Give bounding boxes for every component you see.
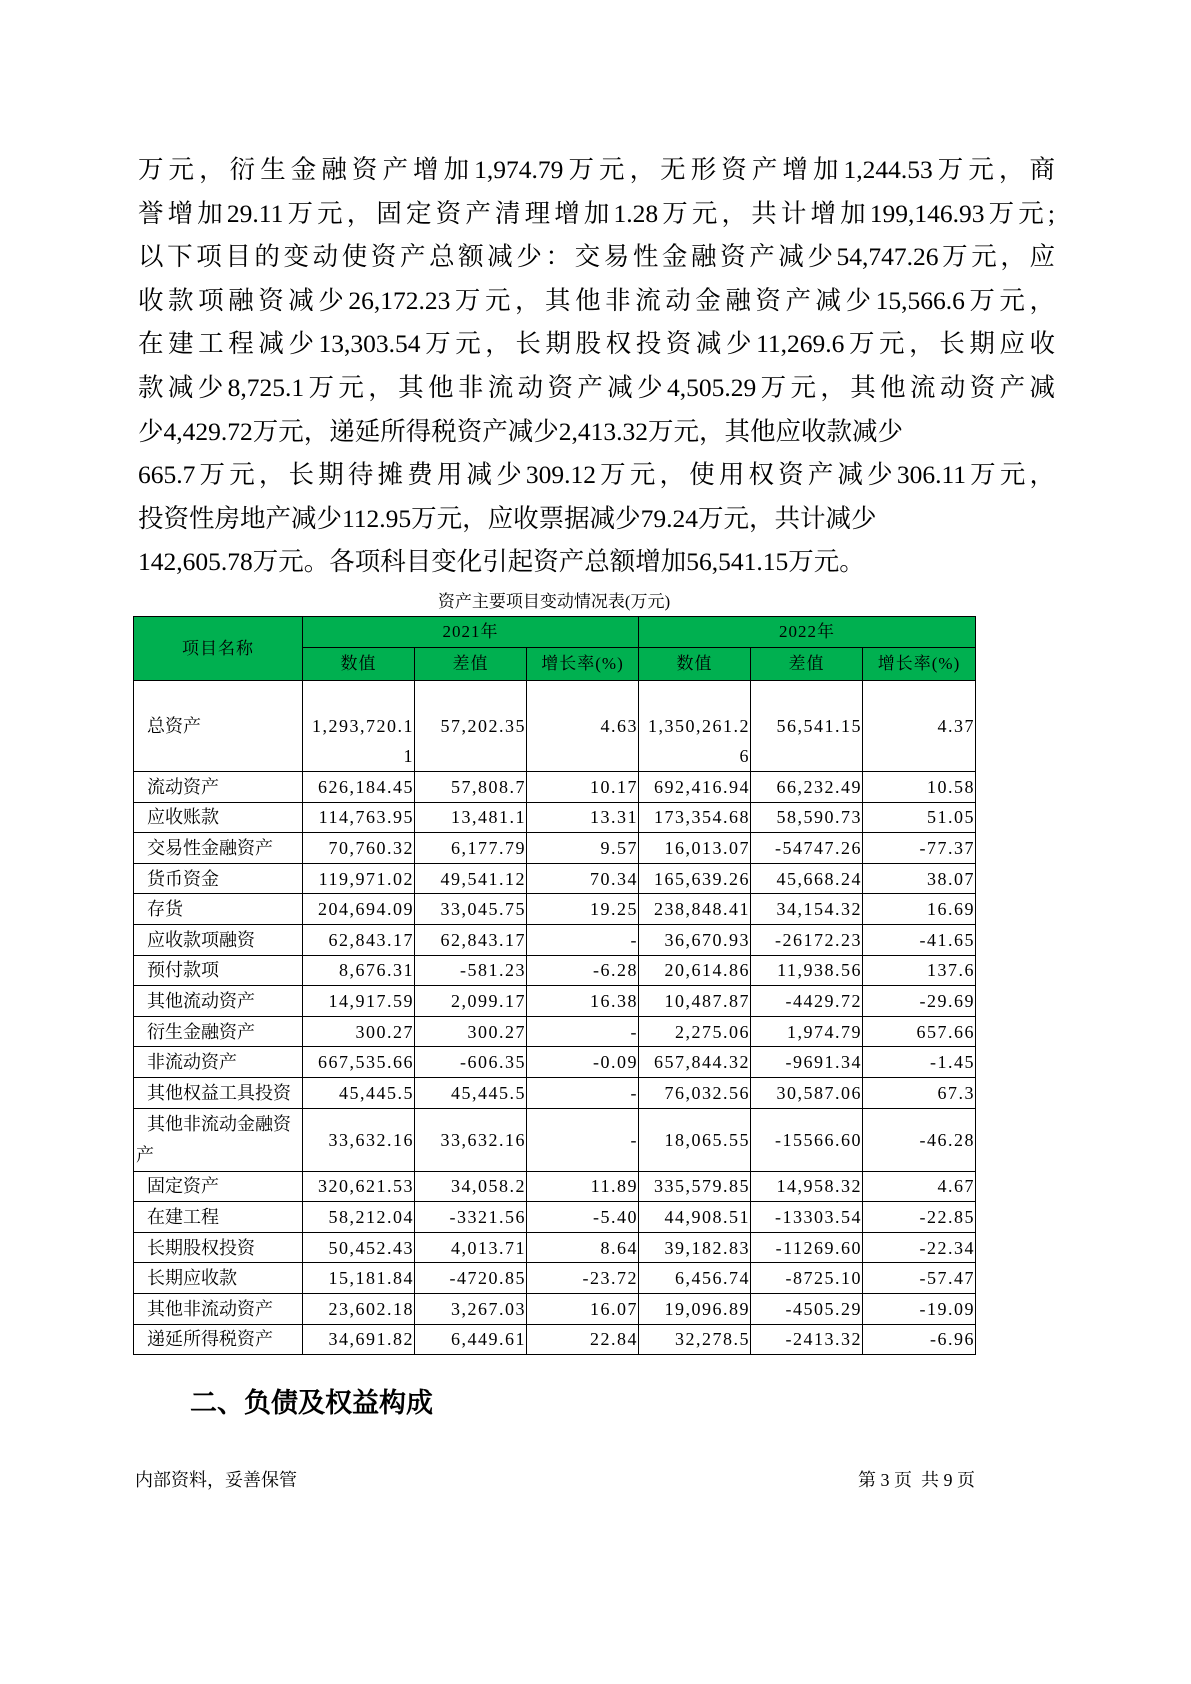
cell-number: 56,541.15 — [776, 716, 862, 736]
cell-number: 8.64 — [600, 1237, 638, 1258]
cell-number: -57.47 — [919, 1268, 975, 1289]
cell-number: 30,587.06 — [776, 1082, 862, 1103]
cell-number: 6,449.61 — [451, 1329, 526, 1350]
difference-cell — [751, 1263, 863, 1294]
row-label: 其他权益工具投资 — [134, 1077, 303, 1108]
cell-number: 204,694.09 — [318, 899, 414, 920]
cell-number: 4.37 — [937, 716, 975, 736]
table-row — [134, 955, 976, 986]
cell-number: 62,843.17 — [440, 929, 526, 950]
cell-number: -23.72 — [582, 1268, 638, 1289]
growth-rate-cell — [527, 1016, 639, 1047]
growth-rate-cell — [863, 986, 976, 1017]
cell-number: 34,154.32 — [776, 899, 862, 920]
cell-number: - — [630, 1021, 638, 1042]
table-row — [134, 1263, 976, 1294]
cell-number: 10.17 — [590, 776, 638, 797]
growth-rate-cell — [527, 986, 639, 1017]
body-line: 誉增加29.11万元，固定资产清理增加1.28万元，共计增加199,146.93万元; — [138, 198, 1055, 228]
cell-number: -22.34 — [919, 1237, 975, 1258]
cell-number: 45,445.5 — [451, 1082, 526, 1103]
cell-number: -29.69 — [919, 990, 975, 1011]
cell-number: -5.40 — [593, 1206, 638, 1227]
cell-number: -11269.60 — [775, 1237, 862, 1258]
header-year-2021: 2021年 — [303, 617, 639, 648]
cell-number: 1,974.79 — [787, 1021, 862, 1042]
growth-rate-cell — [527, 1324, 639, 1355]
cell-number: 6,177.79 — [451, 837, 526, 858]
cell-number: 57,202.35 — [440, 716, 526, 736]
difference-cell — [751, 986, 863, 1017]
growth-rate-cell — [527, 833, 639, 864]
cell-number: 45,668.24 — [776, 868, 862, 889]
growth-rate-cell — [863, 863, 976, 894]
header-value: 数值 — [303, 648, 415, 681]
value-cell — [639, 1016, 751, 1047]
cell-number: -77.37 — [919, 837, 975, 858]
growth-rate-cell — [863, 924, 976, 955]
value-cell — [303, 681, 415, 772]
cell-number: 70.34 — [590, 868, 638, 889]
growth-rate-cell — [863, 681, 976, 772]
section-heading: 二、负债及权益构成 — [190, 1388, 433, 1418]
body-line: 收款项融资减少26,172.23万元，其他非流动金融资产减少15,566.6万元， — [138, 285, 1055, 315]
footer-page-number: 第 3 页 共 9 页 — [858, 1470, 975, 1490]
body-line: 以下项目的变动使资产总额减少：交易性金融资产减少54,747.26万元，应 — [138, 242, 1055, 272]
table-header — [134, 617, 976, 681]
value-cell — [303, 1232, 415, 1263]
cell-number: -606.35 — [460, 1052, 526, 1073]
value-cell — [303, 1171, 415, 1202]
cell-number: 657.66 — [916, 1021, 975, 1042]
cell-number: 238,848.41 — [654, 899, 750, 920]
cell-number: 14,917.59 — [328, 990, 414, 1011]
cell-number: -2413.32 — [785, 1329, 862, 1350]
value-cell — [639, 863, 751, 894]
value-cell — [303, 955, 415, 986]
value-cell — [303, 1077, 415, 1108]
cell-number: 62,843.17 — [328, 929, 414, 950]
difference-cell — [751, 802, 863, 833]
cell-number: 1,293,720.11 — [312, 716, 414, 766]
cell-number: -3321.56 — [449, 1206, 526, 1227]
cell-number: 692,416.94 — [654, 776, 750, 797]
row-label: 递延所得税资产 — [134, 1324, 303, 1355]
difference-cell — [415, 1263, 527, 1294]
value-cell — [639, 1232, 751, 1263]
value-cell — [639, 924, 751, 955]
cell-number: -26172.23 — [775, 929, 862, 950]
row-label: 流动资产 — [134, 772, 303, 803]
value-cell — [303, 863, 415, 894]
row-label: 其他非流动资产 — [134, 1293, 303, 1324]
growth-rate-cell — [527, 1232, 639, 1263]
difference-cell — [751, 772, 863, 803]
growth-rate-cell — [863, 1016, 976, 1047]
cell-number: 66,232.49 — [776, 776, 862, 797]
cell-number: 51.05 — [927, 807, 975, 828]
growth-rate-cell — [527, 1108, 639, 1171]
difference-cell — [751, 1232, 863, 1263]
difference-cell — [751, 1171, 863, 1202]
cell-number: 33,632.16 — [440, 1129, 526, 1150]
cell-number: 8,676.31 — [339, 960, 414, 981]
cell-number: 6,456.74 — [675, 1268, 750, 1289]
cell-number: 16.07 — [590, 1298, 638, 1319]
row-label: 长期股权投资 — [134, 1232, 303, 1263]
cell-number: 10.58 — [927, 776, 975, 797]
difference-cell — [415, 833, 527, 864]
value-cell — [303, 1324, 415, 1355]
row-label: 非流动资产 — [134, 1047, 303, 1078]
cell-number: 1,350,261.26 — [648, 716, 750, 766]
cell-number: -22.85 — [919, 1206, 975, 1227]
table-row — [134, 863, 976, 894]
body-line: 万元，衍生金融资产增加1,974.79万元，无形资产增加1,244.53万元，商 — [138, 155, 1055, 184]
body-line: 665.7万元，长期待摊费用减少309.12万元，使用权资产减少306.11万元， — [138, 460, 1055, 490]
growth-rate-cell — [863, 955, 976, 986]
value-cell — [303, 894, 415, 925]
cell-number: 16.38 — [590, 990, 638, 1011]
asset-change-table — [133, 616, 976, 1355]
cell-number: -54747.26 — [775, 837, 862, 858]
difference-cell — [751, 1293, 863, 1324]
cell-number: 10,487.87 — [664, 990, 750, 1011]
value-cell — [639, 1202, 751, 1233]
growth-rate-cell — [527, 894, 639, 925]
value-cell — [303, 802, 415, 833]
header-item-name: 项目名称 — [134, 617, 303, 681]
value-cell — [303, 986, 415, 1017]
cell-number: 67.3 — [937, 1082, 975, 1103]
cell-number: - — [630, 1129, 638, 1150]
body-line: 在建工程减少13,303.54万元，长期股权投资减少11,269.6万元，长期应收 — [138, 329, 1055, 359]
cell-number: -0.09 — [593, 1052, 638, 1073]
cell-number: 70,760.32 — [328, 837, 414, 858]
cell-number: 626,184.45 — [318, 776, 414, 797]
table-row — [134, 833, 976, 864]
cell-number: -1.45 — [930, 1052, 975, 1073]
difference-cell — [415, 1016, 527, 1047]
cell-number: - — [630, 929, 638, 950]
value-cell — [303, 1047, 415, 1078]
growth-rate-cell — [527, 955, 639, 986]
cell-number: 4.63 — [600, 716, 638, 736]
difference-cell — [751, 1202, 863, 1233]
value-cell — [639, 681, 751, 772]
table-row — [134, 924, 976, 955]
cell-number: 57,808.7 — [451, 776, 526, 797]
row-label: 总资产 — [134, 681, 303, 772]
cell-number: 34,691.82 — [328, 1329, 414, 1350]
growth-rate-cell — [527, 681, 639, 772]
value-cell — [639, 1077, 751, 1108]
difference-cell — [415, 955, 527, 986]
row-label: 其他流动资产 — [134, 986, 303, 1017]
growth-rate-cell — [527, 1077, 639, 1108]
growth-rate-cell — [527, 802, 639, 833]
growth-rate-cell — [863, 1202, 976, 1233]
row-label: 货币资金 — [134, 863, 303, 894]
difference-cell — [415, 1108, 527, 1171]
cell-number: 19.25 — [590, 899, 638, 920]
cell-number: 2,275.06 — [675, 1021, 750, 1042]
cell-number: 11,938.56 — [777, 960, 862, 981]
cell-number: 2,099.17 — [451, 990, 526, 1011]
growth-rate-cell — [863, 1324, 976, 1355]
difference-cell — [751, 1047, 863, 1078]
growth-rate-cell — [863, 1047, 976, 1078]
growth-rate-cell — [527, 1293, 639, 1324]
cell-number: -46.28 — [919, 1129, 975, 1150]
growth-rate-cell — [863, 1171, 976, 1202]
cell-number: 33,632.16 — [328, 1129, 414, 1150]
difference-cell — [751, 681, 863, 772]
growth-rate-cell — [527, 1263, 639, 1294]
header-value: 数值 — [639, 648, 751, 681]
difference-cell — [751, 1016, 863, 1047]
value-cell — [303, 1016, 415, 1047]
difference-cell — [415, 1202, 527, 1233]
table-row — [134, 894, 976, 925]
cell-number: 49,541.12 — [440, 868, 526, 889]
value-cell — [639, 1108, 751, 1171]
cell-number: - — [630, 1082, 638, 1103]
difference-cell — [751, 955, 863, 986]
cell-number: 320,621.53 — [318, 1176, 414, 1197]
table-row — [134, 1171, 976, 1202]
cell-number: 38.07 — [927, 868, 975, 889]
cell-number: -6.28 — [593, 960, 638, 981]
row-label: 长期应收款 — [134, 1263, 303, 1294]
cell-number: -13303.54 — [775, 1206, 862, 1227]
cell-number: 9.57 — [600, 837, 638, 858]
cell-number: -9691.34 — [785, 1052, 862, 1073]
growth-rate-cell — [527, 1202, 639, 1233]
cell-number: 18,065.55 — [664, 1129, 750, 1150]
difference-cell — [751, 1077, 863, 1108]
growth-rate-cell — [863, 1232, 976, 1263]
cell-number: 58,212.04 — [328, 1206, 414, 1227]
cell-number: 50,452.43 — [328, 1237, 414, 1258]
cell-number: 667,535.66 — [318, 1052, 414, 1073]
cell-number: 4,013.71 — [451, 1237, 526, 1258]
row-label: 应收账款 — [134, 802, 303, 833]
value-cell — [303, 1108, 415, 1171]
value-cell — [639, 1324, 751, 1355]
growth-rate-cell — [863, 833, 976, 864]
row-label: 预付款项 — [134, 955, 303, 986]
header-difference: 差值 — [415, 648, 527, 681]
table-row — [134, 1077, 976, 1108]
difference-cell — [415, 772, 527, 803]
table-row — [134, 1232, 976, 1263]
cell-number: -581.23 — [460, 960, 526, 981]
cell-number: 39,182.83 — [664, 1237, 750, 1258]
row-label: 存货 — [134, 894, 303, 925]
cell-number: 16.69 — [927, 899, 975, 920]
cell-number: -4505.29 — [785, 1298, 862, 1319]
cell-number: 34,058.2 — [451, 1176, 526, 1197]
cell-number: 14,958.32 — [776, 1176, 862, 1197]
cell-number: 44,908.51 — [664, 1206, 750, 1227]
value-cell — [639, 894, 751, 925]
header-difference: 差值 — [751, 648, 863, 681]
cell-number: 335,579.85 — [654, 1176, 750, 1197]
table-caption: 资产主要项目变动情况表(万元) — [437, 592, 671, 611]
value-cell — [303, 924, 415, 955]
growth-rate-cell — [863, 772, 976, 803]
difference-cell — [751, 863, 863, 894]
cell-number: 165,639.26 — [654, 868, 750, 889]
growth-rate-cell — [527, 863, 639, 894]
cell-number: 173,354.68 — [654, 807, 750, 828]
header-row-years — [134, 617, 976, 648]
table-row — [134, 802, 976, 833]
difference-cell — [415, 802, 527, 833]
difference-cell — [751, 1324, 863, 1355]
cell-number: 300.27 — [355, 1021, 414, 1042]
body-line: 投资性房地产减少112.95万元，应收票据减少79.24万元，共计减少 — [138, 503, 877, 533]
value-cell — [303, 833, 415, 864]
cell-number: 23,602.18 — [328, 1298, 414, 1319]
table-row — [134, 1293, 976, 1324]
difference-cell — [415, 1047, 527, 1078]
cell-number: -8725.10 — [785, 1268, 862, 1289]
cell-number: -4720.85 — [449, 1268, 526, 1289]
cell-number: -4429.72 — [785, 990, 862, 1011]
value-cell — [303, 772, 415, 803]
difference-cell — [415, 1232, 527, 1263]
value-cell — [639, 955, 751, 986]
growth-rate-cell — [863, 894, 976, 925]
growth-rate-cell — [527, 1047, 639, 1078]
difference-cell — [415, 1324, 527, 1355]
value-cell — [303, 1202, 415, 1233]
cell-number: 22.84 — [590, 1329, 638, 1350]
value-cell — [639, 1263, 751, 1294]
difference-cell — [415, 924, 527, 955]
value-cell — [639, 986, 751, 1017]
table-body — [134, 681, 976, 1355]
difference-cell — [415, 681, 527, 772]
cell-number: 36,670.93 — [664, 929, 750, 950]
table-row — [134, 772, 976, 803]
growth-rate-cell — [527, 924, 639, 955]
row-label: 在建工程 — [134, 1202, 303, 1233]
cell-number: 32,278.5 — [675, 1329, 750, 1350]
value-cell — [303, 1263, 415, 1294]
header-growth-rate: 增长率(%) — [863, 648, 976, 681]
difference-cell — [415, 863, 527, 894]
cell-number: 45,445.5 — [339, 1082, 414, 1103]
row-label: 衍生金融资产 — [134, 1016, 303, 1047]
cell-number: 13,481.1 — [451, 807, 526, 828]
cell-number: -6.96 — [930, 1329, 975, 1350]
value-cell — [639, 772, 751, 803]
difference-cell — [751, 894, 863, 925]
value-cell — [639, 1293, 751, 1324]
difference-cell — [415, 1171, 527, 1202]
table-row — [134, 681, 976, 772]
cell-number: 300.27 — [467, 1021, 526, 1042]
value-cell — [303, 1293, 415, 1324]
cell-number: 33,045.75 — [440, 899, 526, 920]
value-cell — [639, 1047, 751, 1078]
growth-rate-cell — [527, 1171, 639, 1202]
table-row — [134, 986, 976, 1017]
difference-cell — [751, 924, 863, 955]
cell-number: 58,590.73 — [776, 807, 862, 828]
body-line: 少4,429.72万元，递延所得税资产减少2,413.32万元，其他应收款减少 — [138, 416, 904, 446]
cell-number: 114,763.95 — [318, 807, 414, 828]
growth-rate-cell — [863, 1077, 976, 1108]
cell-number: 137.6 — [927, 960, 975, 981]
cell-number: 15,181.84 — [328, 1268, 414, 1289]
difference-cell — [751, 1108, 863, 1171]
difference-cell — [415, 894, 527, 925]
difference-cell — [415, 1293, 527, 1324]
growth-rate-cell — [863, 1263, 976, 1294]
body-paragraph — [138, 148, 1055, 584]
cell-number: 20,614.86 — [664, 960, 750, 981]
cell-number: -41.65 — [919, 929, 975, 950]
growth-rate-cell — [863, 802, 976, 833]
row-label: 固定资产 — [134, 1171, 303, 1202]
body-line: 款减少8,725.1万元，其他非流动资产减少4,505.29万元，其他流动资产减 — [138, 372, 1055, 402]
table-row — [134, 1047, 976, 1078]
row-label: 交易性金融资产 — [134, 833, 303, 864]
cell-number: 119,971.02 — [318, 868, 414, 889]
cell-number: -19.09 — [919, 1298, 975, 1319]
difference-cell — [415, 986, 527, 1017]
table-row — [134, 1202, 976, 1233]
row-label: 其他非流动金融资产 — [134, 1108, 303, 1171]
difference-cell — [415, 1077, 527, 1108]
row-label: 应收款项融资 — [134, 924, 303, 955]
cell-number: 11.89 — [590, 1176, 638, 1197]
table-row — [134, 1324, 976, 1355]
table-row — [134, 1108, 976, 1171]
value-cell — [639, 833, 751, 864]
growth-rate-cell — [527, 772, 639, 803]
cell-number: 19,096.89 — [664, 1298, 750, 1319]
footer-confidential-notice: 内部资料，妥善保管 — [135, 1470, 297, 1490]
cell-number: 3,267.03 — [451, 1298, 526, 1319]
cell-number: 657,844.32 — [654, 1052, 750, 1073]
growth-rate-cell — [863, 1108, 976, 1171]
growth-rate-cell — [863, 1293, 976, 1324]
body-line: 142,605.78万元。各项科目变化引起资产总额增加56,541.15万元。 — [138, 547, 865, 577]
cell-number: -15566.60 — [775, 1129, 862, 1150]
value-cell — [639, 802, 751, 833]
value-cell — [639, 1171, 751, 1202]
header-year-2022: 2022年 — [639, 617, 976, 648]
difference-cell — [751, 833, 863, 864]
cell-number: 4.67 — [937, 1176, 975, 1197]
cell-number: 16,013.07 — [664, 837, 750, 858]
cell-number: 13.31 — [590, 807, 638, 828]
header-growth-rate: 增长率(%) — [527, 648, 639, 681]
cell-number: 76,032.56 — [664, 1082, 750, 1103]
table-row — [134, 1016, 976, 1047]
